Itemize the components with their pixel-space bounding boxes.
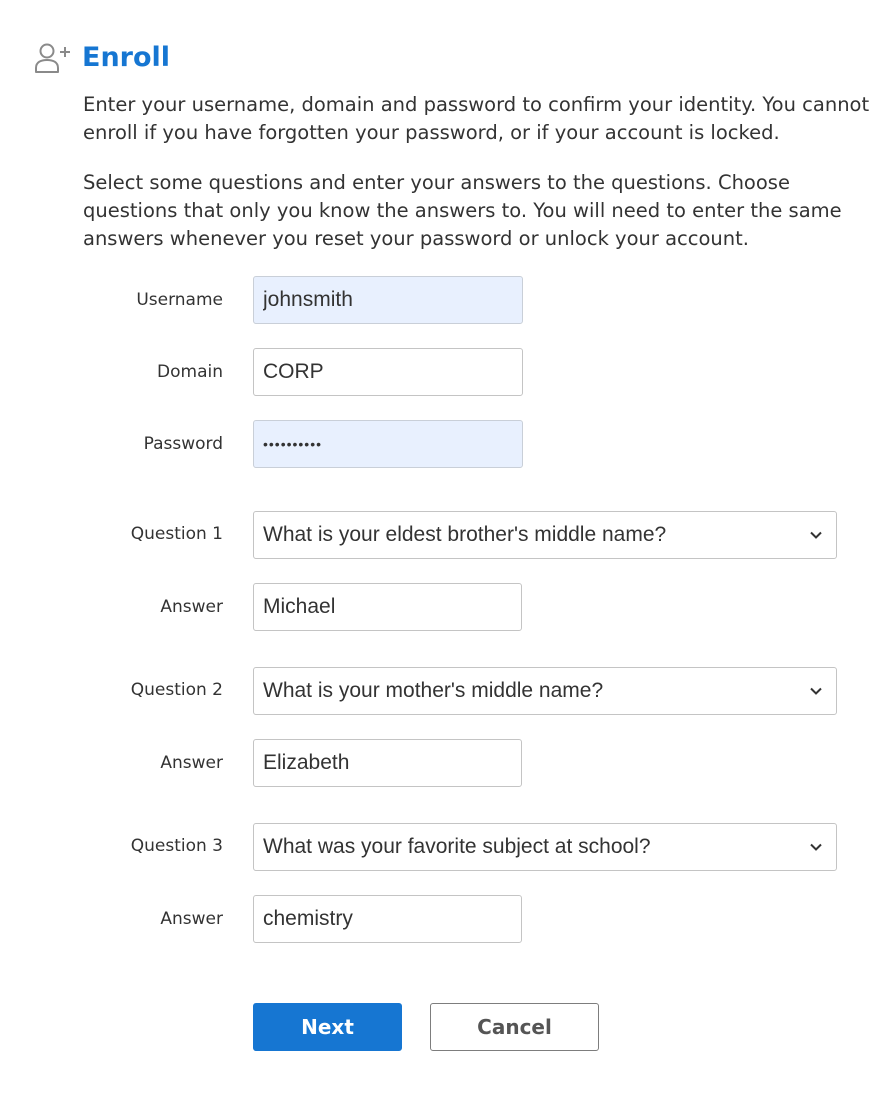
page-title: Enroll	[82, 42, 171, 73]
question-1-select[interactable]	[253, 511, 837, 559]
answer-3-label: Answer	[160, 909, 223, 929]
password-field[interactable]	[253, 420, 523, 468]
question-2-label: Question 2	[130, 680, 223, 700]
username-label: Username	[136, 290, 223, 310]
answer-2-label: Answer	[160, 753, 223, 773]
answer-1-label: Answer	[160, 597, 223, 617]
domain-field[interactable]	[253, 348, 523, 396]
next-button[interactable]: Next	[253, 1003, 402, 1051]
page-header	[34, 38, 171, 78]
chevron-down-icon	[809, 840, 823, 854]
answer-3-field[interactable]	[253, 895, 522, 943]
add-user-icon	[34, 41, 72, 75]
domain-label: Domain	[157, 362, 223, 382]
chevron-down-icon	[809, 684, 823, 698]
question-1-label: Question 1	[130, 524, 223, 544]
answer-1-field[interactable]	[253, 583, 522, 631]
username-field[interactable]	[253, 276, 523, 324]
answer-2-field[interactable]	[253, 739, 522, 787]
password-label: Password	[143, 434, 223, 454]
question-3-select[interactable]	[253, 823, 837, 871]
question-2-selected: What is your mother's middle name?	[263, 679, 604, 702]
intro-identity-text: Enter your username, domain and password to confirm your identity. You cannot enroll if you have forgotten your password, or if your account is locked.	[83, 93, 870, 144]
question-3-selected: What was your favorite subject at school?	[263, 835, 651, 858]
question-2-select[interactable]	[253, 667, 837, 715]
question-3-label: Question 3	[130, 836, 223, 856]
cancel-button[interactable]: Cancel	[430, 1003, 599, 1051]
question-1-selected: What is your eldest brother's middle name?	[263, 523, 667, 546]
chevron-down-icon	[809, 528, 823, 542]
intro-questions-text: Select some questions and enter your answers to the questions. Choose questions that only you know the answers to. You will need to enter the same answers whenever you reset your password or unlock your account.	[83, 171, 842, 250]
